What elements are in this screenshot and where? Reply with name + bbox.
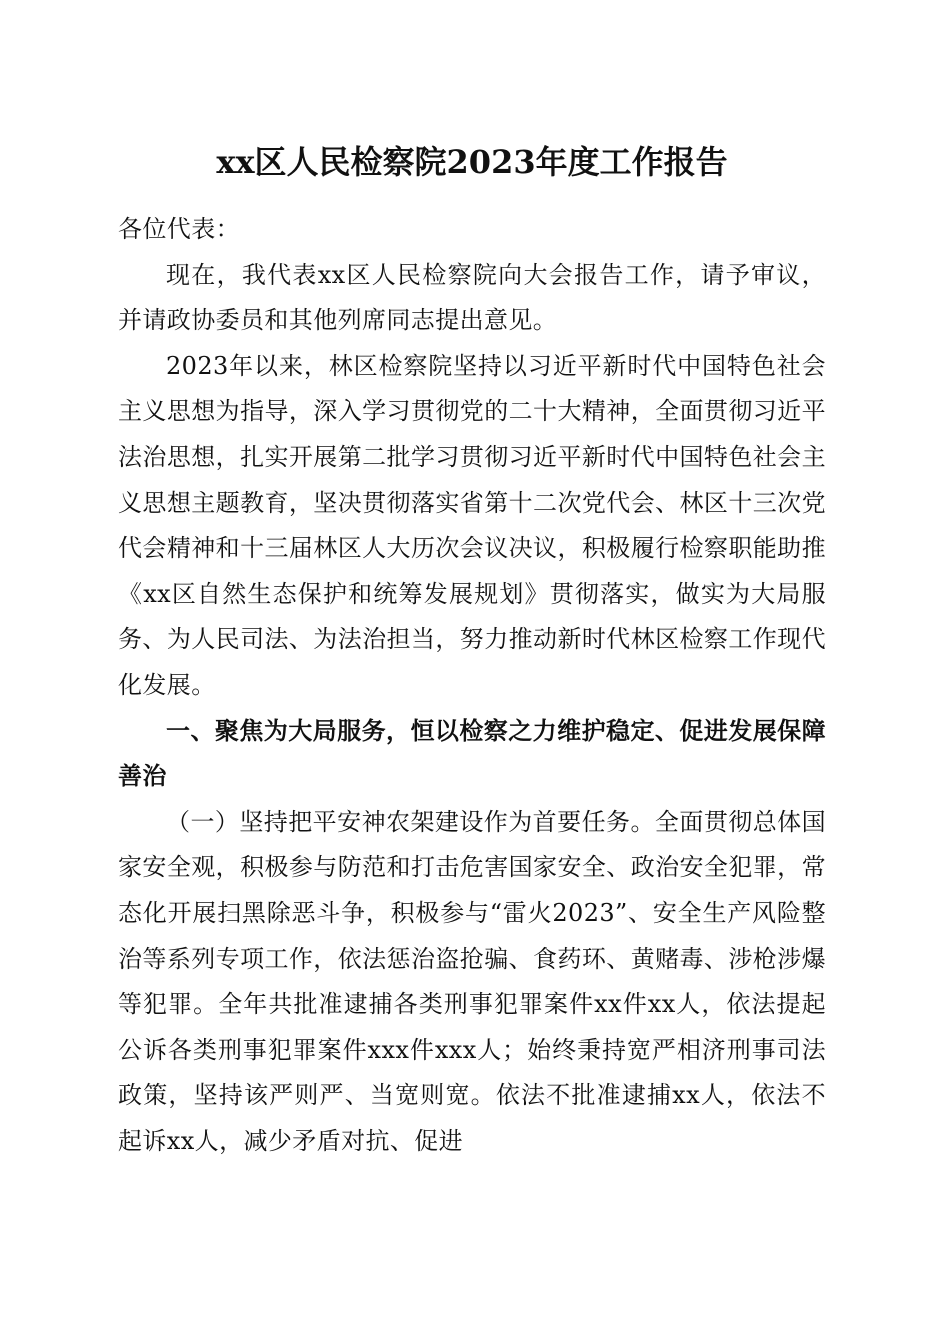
document-body <box>118 207 826 1164</box>
section-heading: 一、聚焦为大局服务，恒以检察之力维护稳定、促进发展保障善治 <box>118 716 826 791</box>
salutation: 各位代表： <box>118 215 240 243</box>
subsection-paragraph <box>118 800 826 1165</box>
overview-paragraph: 2023年以来，林区检察院坚持以习近平新时代中国特色社会主义思想为指导，深入学习贯彻党的二十大精神，全面贯彻习近平法治思想，扎实开展第二批学习贯彻习近平新时代中国特色社会主义思想主题教育，坚决贯彻落实省第十二次党代会、林区十三次党代会精神和十三届林区人大历次会议决议，积极履行检察职能助推《xx区自然生态保护和统筹发展规划》贯彻落实，做实为大局服务、为人民司法、为法治担当，努力推动新时代林区检察工作现代化发展。 <box>118 351 826 699</box>
subsection-body: 全面贯彻总体国家安全观，积极参与防范和打击危害国家安全、政治安全犯罪，常态化开展扫黑除恶斗争，积极参与“雷火2023”、安全生产风险整治等系列专项工作，依法惩治盗抢骗、食药环、黄赌毒、涉枪涉爆等犯罪。全年共批准逮捕各类刑事犯罪案件xx件xx人，依法提起公诉各类刑事犯罪案件xxx件xxx人；始终秉持宽严相济刑事司法政策，坚持该严则严、当宽则宽。依法不批准逮捕xx人，依法不起诉xx人，减少矛盾对抗、促进 <box>118 807 826 1155</box>
document-title: xx区人民检察院2023年度工作报告 <box>216 143 728 181</box>
subsection-lead: （一）坚持把平安神农架建设作为首要任务。 <box>166 807 655 836</box>
intro-paragraph: 现在，我代表xx区人民检察院向大会报告工作，请予审议，并请政协委员和其他列席同志提出意见。 <box>118 260 826 335</box>
